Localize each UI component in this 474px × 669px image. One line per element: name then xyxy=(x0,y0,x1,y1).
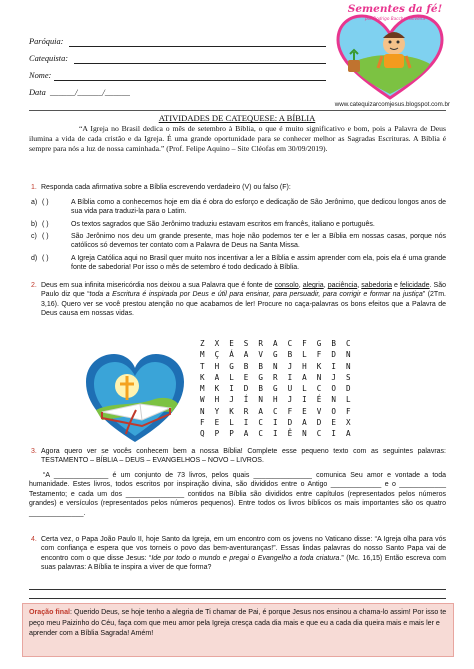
header-rule xyxy=(29,110,446,111)
word-search-letter[interactable]: U xyxy=(287,384,293,394)
word-search-letter[interactable]: R xyxy=(272,372,278,382)
parish-line[interactable] xyxy=(69,46,326,47)
question-1-text: Responda cada afirmativa sobre a Bíblia escrevendo verdadeiro (V) ou falso (F): xyxy=(41,184,291,191)
question-4 xyxy=(29,535,446,573)
question-3-text: Agora quero ver se vocês conhecem bem a nossa Bíblia! Complete esse pequeno texto com as seguintes palavras: TESTAMENTO – BÍBLIA – DEUS – EVANGELHOS – NOVO – LIVROS. xyxy=(41,448,446,465)
name-label: Nome: xyxy=(29,71,52,80)
word-search-letter[interactable]: G xyxy=(258,372,263,382)
word-search-letter[interactable]: B xyxy=(287,350,293,360)
word-search-letter[interactable]: L xyxy=(229,418,234,428)
word-search-letter[interactable]: M xyxy=(200,384,205,394)
word-search-letter[interactable]: K xyxy=(200,372,205,382)
word-search-letter[interactable]: D xyxy=(287,418,293,428)
word-search-letter[interactable]: G xyxy=(272,350,278,360)
catechist-line[interactable] xyxy=(74,63,326,64)
word-search-letter[interactable]: B xyxy=(331,339,336,348)
q2-sep: , xyxy=(323,282,328,289)
word-search-letter[interactable]: E xyxy=(243,372,249,382)
word-search-letter[interactable]: X xyxy=(345,418,351,428)
word-search-letter[interactable]: E xyxy=(214,418,220,428)
word-search-letter[interactable]: N xyxy=(316,372,322,382)
q2-text-part: . São Paulo diz que “ xyxy=(41,282,446,299)
q2-text-part: Deus em sua infinita misericórdia nos deixou a sua Palavra que é fonte de xyxy=(41,282,275,289)
option-d xyxy=(29,254,446,272)
word-search-letter[interactable]: A xyxy=(302,418,307,428)
word-search-letter[interactable]: C xyxy=(258,429,263,439)
q4-text-part: Certa vez, o Papa João Paulo II, hoje Santo da Igreja, em um encontro com os jovens no Vaticano disse: “A Igreja olha para vós com confiança e espera que vos torneis o povo das bem-aventuranças!”. Essas lindas palavras do nosso Santo Papa vai de encontro com o que disse Jesus: “ xyxy=(41,536,446,562)
option-b-text: Os textos sagrados que São Jerônimo traduziu estavam escritos em francês, italiano e português. xyxy=(71,221,375,228)
word-search-letter[interactable]: S xyxy=(243,339,249,348)
question-1 xyxy=(29,183,446,192)
word-search-letter[interactable]: S xyxy=(345,372,351,382)
option-a-label: a) xyxy=(31,199,38,206)
word-search-letter[interactable]: D xyxy=(316,418,322,428)
word-felicidade: felicidade xyxy=(399,282,430,289)
question-3-fill-text[interactable]: “A ______________ é um conjunto de 73 livros, pelos quais _______________ comunica Seu amor e vontade a toda humanidade. Estes livros, todos escritos por inspiração divina, são divididos entre o Antigo _____________ e o ____________ Testamento; e cada um dos _______________ contidos na Bíblia são divididos entre capítulos (representados pelos números grandes) e versículos (representados pelos números pequenos). Entre todos os livros bíblicos os mais importantes são os quatro ______________. xyxy=(29,472,446,517)
question-2-text xyxy=(29,281,446,319)
word-consolo: consolo xyxy=(274,282,299,289)
word-search-letter[interactable]: I xyxy=(287,372,293,382)
word-search-row xyxy=(200,384,361,395)
word-search-letter[interactable]: I xyxy=(229,384,234,394)
option-c-answer-box[interactable]: ( ) xyxy=(42,233,49,240)
word-search-letter[interactable]: J xyxy=(287,395,293,405)
word-search-letter[interactable]: N xyxy=(345,350,351,360)
question-1-number: 1. xyxy=(31,184,37,191)
word-search-letter[interactable]: H xyxy=(214,395,220,405)
option-a-answer-box[interactable]: ( ) xyxy=(42,199,49,206)
question-2-number: 2. xyxy=(31,282,37,289)
word-search-letter[interactable]: E xyxy=(229,339,234,348)
option-b-label: b) xyxy=(31,221,38,228)
word-sabedoria: sabedoria xyxy=(361,282,392,289)
option-c-text: São Jerônimo nos deu um grande presente, mas hoje não podemos ter e ler a Bíblia em nossas casas, porque nós católicos só devemos ter contato com a Palavra de Deus na Santa Missa. xyxy=(71,233,446,250)
word-search-letter[interactable]: T xyxy=(200,361,205,371)
word-search-letter[interactable]: C xyxy=(258,418,263,428)
word-search-row xyxy=(200,418,361,429)
word-search-letter[interactable]: F xyxy=(345,406,351,416)
word-search-letter[interactable]: Ê xyxy=(287,429,293,439)
word-search-letter[interactable]: É xyxy=(316,395,322,405)
prayer-label: Oração final xyxy=(29,608,71,616)
word-search-row xyxy=(200,339,361,350)
word-search-letter[interactable]: A xyxy=(302,372,307,382)
word-search-letter[interactable]: Y xyxy=(214,406,220,416)
q2-sep: e xyxy=(392,282,400,289)
word-search-letter[interactable]: A xyxy=(345,429,351,439)
word-search-letter[interactable]: F xyxy=(287,406,293,416)
word-search-letter[interactable]: R xyxy=(243,406,249,416)
word-search-letter[interactable]: N xyxy=(302,429,307,439)
word-search-row xyxy=(200,429,361,440)
word-search-letter[interactable]: J xyxy=(331,372,336,382)
logo-title: Sementes da fé! xyxy=(347,3,443,15)
word-search-letter[interactable]: J xyxy=(229,395,234,405)
word-search-letter[interactable]: C xyxy=(316,429,322,439)
word-search-letter[interactable]: D xyxy=(345,384,351,394)
answer-line[interactable] xyxy=(29,589,446,590)
word-search-letter[interactable]: M xyxy=(200,350,205,360)
q4-scripture-quote: Ide por todo o mundo e pregai o Evangelho a toda criatura xyxy=(151,554,340,562)
word-search-letter[interactable]: G xyxy=(229,361,234,371)
logo-subtitle: por Rodrigo Bacchat Oliveira xyxy=(364,16,426,21)
word-search-letter[interactable]: C xyxy=(316,384,322,394)
word-search-row xyxy=(200,407,361,418)
catechist-label: Catequista: xyxy=(29,54,69,63)
word-search-grid xyxy=(200,339,361,441)
word-search-letter[interactable]: I xyxy=(272,418,278,428)
word-search-letter[interactable]: D xyxy=(243,384,249,394)
word-search-row xyxy=(200,362,361,373)
word-search-letter[interactable]: A xyxy=(243,429,249,439)
date-blanks[interactable]: ______/______/______ xyxy=(49,88,130,97)
name-field xyxy=(29,71,51,80)
word-search-letter[interactable]: Z xyxy=(200,339,205,348)
word-search-letter[interactable]: J xyxy=(287,361,293,371)
bible-illustration xyxy=(82,346,188,446)
word-search-letter[interactable]: W xyxy=(200,395,205,405)
word-search-letter[interactable]: A xyxy=(258,406,263,416)
word-search-letter[interactable]: L xyxy=(345,395,351,405)
option-a xyxy=(29,198,446,216)
q4-text-part: .” (Mc. 16,15) Então escreva com suas palavras: A Bíblia te inspira a viver de que forma? xyxy=(41,554,446,572)
prayer-text: : Querido Deus, se hoje tenho a alegria de Ti chamar de Pai, é porque Jesus nos ensinou a chama-lo assim! Por isso te peço meu Paizinho do Céu, faça com que meu amor pela Igreja cresça cada dia mais e que eu a cada dia queira mais e mais ler e aprender com a Bíblia Sagrada! Amém! xyxy=(29,608,447,638)
word-search-letter[interactable]: N xyxy=(331,395,336,405)
word-search-row xyxy=(200,395,361,406)
word-search-letter[interactable]: C xyxy=(345,339,351,348)
word-search-letter[interactable]: F xyxy=(200,418,205,428)
word-search-letter[interactable]: L xyxy=(229,372,234,382)
question-3-number: 3. xyxy=(31,448,37,455)
site-url: www.catequizarcomjesus.blogspot.com.br xyxy=(334,101,450,108)
word-search-letter[interactable]: K xyxy=(316,361,322,371)
question-2 xyxy=(29,281,446,319)
word-search-letter[interactable]: H xyxy=(272,395,278,405)
word-search-letter[interactable]: K xyxy=(214,384,220,394)
word-search-letter[interactable]: O xyxy=(331,384,336,394)
catechist-field xyxy=(29,54,68,63)
word-search-letter[interactable]: L xyxy=(302,350,307,360)
option-d-answer-box[interactable]: ( ) xyxy=(42,255,49,262)
date-label: Data xyxy=(29,88,46,97)
parish-label: Paróquia: xyxy=(29,37,64,46)
name-line[interactable] xyxy=(54,80,326,81)
word-search-letter[interactable]: E xyxy=(331,418,336,428)
word-search-letter[interactable]: V xyxy=(316,406,322,416)
intro-quote: “A Igreja no Brasil dedica o mês de setembro à Bíblia, o que é muito significativo e bom, pois a Palavra de Deus ilumina a vida de cada cristão e da Igreja. É uma grande oportunidade para se conhecer melhor as Sagradas Escrituras. A Bíblia é sempre para nós a luz de nossa caminhada.” (Prof. Felipe Aquino – Site Cléofas em 30/09/2019). xyxy=(29,124,446,153)
word-search-letter[interactable]: I xyxy=(243,418,249,428)
word-search-letter[interactable]: Q xyxy=(200,429,205,439)
word-search-letter[interactable]: N xyxy=(272,361,278,371)
question-4-text xyxy=(29,535,446,573)
option-c-label: c) xyxy=(31,233,37,240)
option-b-answer-box[interactable]: ( ) xyxy=(42,221,49,228)
word-search-letter[interactable]: L xyxy=(302,384,307,394)
option-c xyxy=(29,232,446,250)
word-search-letter[interactable]: A xyxy=(243,350,249,360)
word-search-row xyxy=(200,350,361,361)
word-search-letter[interactable]: Í xyxy=(243,395,249,405)
parish-field xyxy=(29,37,63,46)
word-search-letter[interactable]: P xyxy=(229,429,234,439)
word-paciencia: paciência xyxy=(327,282,358,289)
word-search-letter[interactable]: I xyxy=(302,395,307,405)
word-search-letter[interactable]: D xyxy=(331,350,336,360)
word-search-letter[interactable]: C xyxy=(287,339,293,348)
word-search-letter[interactable]: G xyxy=(316,339,322,348)
word-search-letter[interactable]: N xyxy=(345,361,351,371)
word-search-letter[interactable]: H xyxy=(302,361,307,371)
word-search-letter[interactable]: A xyxy=(272,339,278,348)
option-d-text: A Igreja Católica aqui no Brasil quer muito nos incentivar a ler a Bíblia e assim aprender com ela, pois ela é uma grande fonte de sabedoria! Por isso o mês de setembro é todo dedicado à Bíblia. xyxy=(71,255,446,272)
final-prayer-box xyxy=(22,603,454,657)
option-a-text: A Bíblia como a conhecemos hoje em dia é obra do esforço e dedicação de São Jerônimo, que dedicou longos anos de sua vida para traduzi-la para o Latim. xyxy=(71,199,446,216)
word-search-letter[interactable]: O xyxy=(331,406,336,416)
word-search-letter[interactable]: A xyxy=(214,372,220,382)
word-search-letter[interactable]: C xyxy=(272,406,278,416)
option-b xyxy=(29,220,446,229)
word-search-letter[interactable]: I xyxy=(331,361,336,371)
question-4-number: 4. xyxy=(31,536,37,543)
word-search-letter[interactable]: N xyxy=(258,395,263,405)
word-search-letter[interactable]: B xyxy=(258,361,263,371)
word-search-letter[interactable]: Á xyxy=(229,350,234,360)
word-search-letter[interactable]: X xyxy=(214,339,220,348)
word-search-letter[interactable]: B xyxy=(258,384,263,394)
word-search-row xyxy=(200,373,361,384)
word-search-letter[interactable]: R xyxy=(258,339,263,348)
q2-sep: , xyxy=(357,282,362,289)
word-search-letter[interactable]: K xyxy=(229,406,234,416)
page-title: ATIVIDADES DE CATEQUESE: A BÍBLIA xyxy=(158,113,316,123)
word-search-letter[interactable]: V xyxy=(258,350,263,360)
word-search-letter[interactable]: F xyxy=(302,339,307,348)
date-field xyxy=(29,88,130,97)
q2-text-part: ” (2Tm. 3,16). Quero ver se você prestou atenção no que acabamos de ler! Procure no caça-palavras os bons efeitos que a Palavra de Deus causa em nossas vidas. xyxy=(41,291,446,318)
word-search-letter[interactable]: H xyxy=(214,361,220,371)
q2-scripture-quote: toda a Escritura é inspirada por Deus e útil para ensinar, para persuadir, para corrigir e formar na justiça xyxy=(89,291,423,299)
word-search-letter[interactable]: E xyxy=(302,406,307,416)
answer-line[interactable] xyxy=(29,598,446,599)
word-search-letter[interactable]: G xyxy=(272,384,278,394)
word-search-letter[interactable]: I xyxy=(331,429,336,439)
word-search-letter[interactable]: F xyxy=(316,350,322,360)
word-search-letter[interactable]: P xyxy=(214,429,220,439)
word-search-letter[interactable]: B xyxy=(243,361,249,371)
option-d-label: d) xyxy=(31,255,38,262)
word-search-letter[interactable]: Ç xyxy=(214,350,220,360)
word-search-letter[interactable]: N xyxy=(200,406,205,416)
word-alegria: alegria xyxy=(302,282,324,289)
question-3 xyxy=(29,447,446,466)
q2-sep: , xyxy=(298,282,303,289)
word-search-letter[interactable]: I xyxy=(272,429,278,439)
